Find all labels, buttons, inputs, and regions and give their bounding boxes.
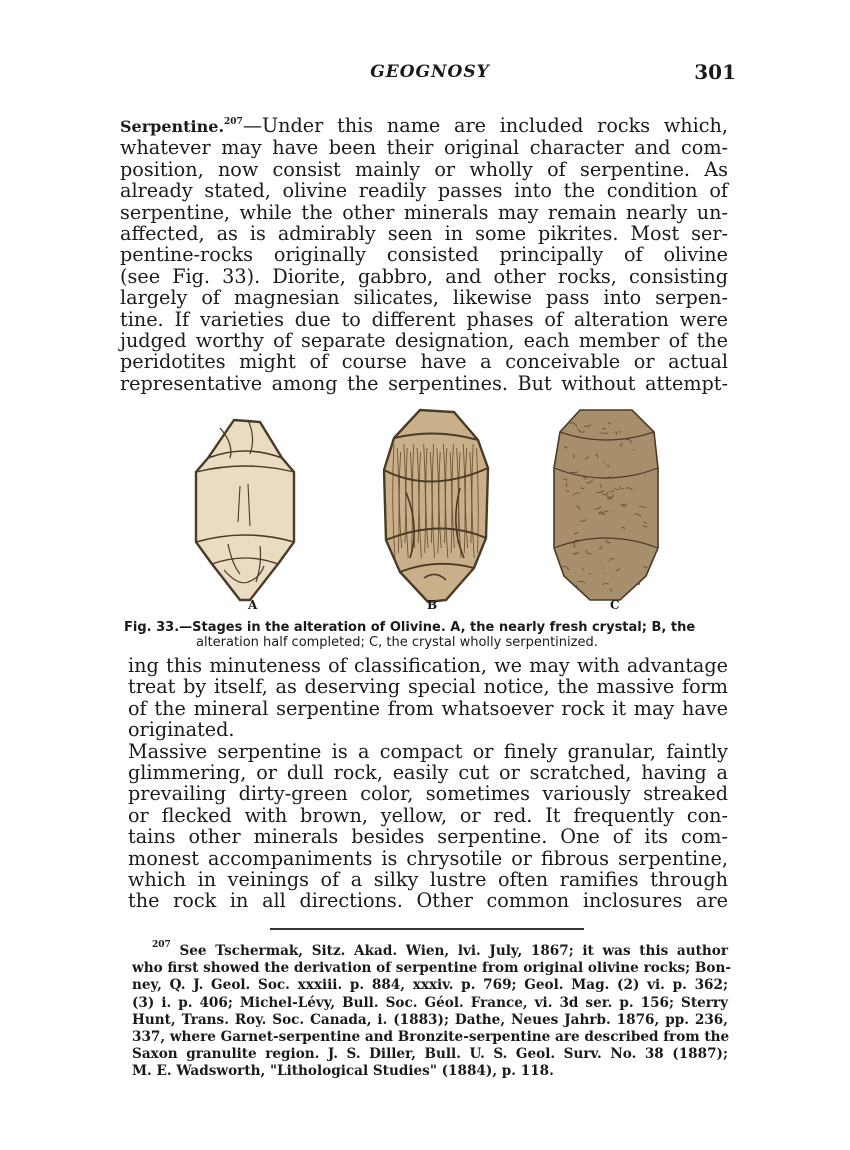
crystal-a-illustration bbox=[190, 414, 300, 604]
paragraph-line: or flecked with brown, yellow, or red. It frequently con- bbox=[128, 803, 728, 827]
footnote bbox=[132, 937, 731, 1081]
paragraph-line: originated. bbox=[128, 718, 235, 742]
paragraph-line: Massive serpentine is a compact or finely granular, faintly bbox=[128, 739, 728, 763]
paragraph-serpentine bbox=[120, 112, 728, 394]
footnote-line: ney, Q. J. Geol. Soc. xxxiii. p. 884, xxxiv. p. 769; Geol. Mag. (2) vi. p. 362; bbox=[132, 977, 728, 994]
footnote-reference: 207 bbox=[224, 117, 243, 127]
footnote-line: $^{207}$ See Tschermak, Sitz. Akad. Wien, lvi. July, 1867; it was this author bbox=[152, 940, 728, 959]
running-title: GEOGNOSY bbox=[370, 62, 490, 82]
paragraph-line: serpentine, while the other minerals may remain nearly un- bbox=[120, 200, 728, 224]
footnote-divider bbox=[270, 928, 584, 930]
paragraph-line: prevailing dirty-green color, sometimes variously streaked bbox=[128, 782, 728, 806]
figure-label-b: B bbox=[427, 598, 438, 612]
footnote-number: 207 bbox=[152, 940, 171, 950]
figure-caption bbox=[124, 620, 736, 650]
paragraph-line: pentine-rocks originally consisted principally of olivine bbox=[120, 243, 728, 267]
paragraph-line: tains other minerals besides serpentine. One of its com- bbox=[128, 825, 728, 849]
footnote-line: M. E. Wadsworth, "Lithological Studies" (1884), p. 118. bbox=[132, 1063, 554, 1080]
paragraph-line: whatever may have been their original character and com- bbox=[120, 136, 728, 160]
paragraph-line: position, now consist mainly or wholly of serpentine. As bbox=[120, 157, 728, 181]
paragraph-line: largely of magnesian silicates, likewise pass into serpen- bbox=[120, 286, 728, 310]
paragraph-line: already stated, olivine readily passes into the condition of bbox=[120, 179, 728, 203]
paragraph-line: monest accompaniments is chrysotile or fibrous serpentine, bbox=[128, 846, 728, 870]
paragraph-line: which in veinings of a silky lustre often ramifies through bbox=[128, 868, 728, 892]
figure-label-a: A bbox=[248, 598, 258, 612]
paragraph-line: the rock in all directions. Other common inclosures are bbox=[128, 889, 728, 913]
running-head bbox=[120, 62, 740, 88]
paragraph-line: peridotites might of course have a conceivable or actual bbox=[120, 350, 728, 374]
footnote-line: Saxon granulite region. J. S. Diller, Bull. U. S. Geol. Surv. No. 38 (1887); bbox=[132, 1046, 728, 1063]
caption-line: alteration half completed; C, the crystal wholly serpentinized. bbox=[196, 635, 598, 650]
paragraph-line: tine. If varieties due to different phases of alteration were bbox=[120, 307, 728, 331]
figure-label-c: C bbox=[610, 598, 620, 612]
paragraph-line: ing this minuteness of classification, we may with advantage bbox=[128, 654, 728, 677]
paragraph-line: representative among the serpentines. But without attempt- bbox=[120, 371, 728, 395]
paragraph-massive-serpentine bbox=[128, 655, 728, 912]
olivine-figure bbox=[180, 408, 680, 628]
run-in-heading: Serpentine. bbox=[120, 117, 225, 136]
paragraph-line: affected, as is admirably seen in some pikrites. Most ser- bbox=[120, 222, 728, 246]
footnote-line: Hunt, Trans. Roy. Soc. Canada, i. (1883); Dathe, Neues Jahrb. 1876, pp. 236, bbox=[132, 1011, 728, 1028]
page-number: 301 bbox=[694, 60, 736, 84]
paragraph-line: (see Fig. 33). Diorite, gabbro, and other rocks, consisting bbox=[120, 264, 728, 288]
footnote-line: (3) i. p. 406; Michel-Lévy, Bull. Soc. Géol. France, vi. 3d ser. p. 156; Sterry bbox=[132, 994, 728, 1011]
paragraph-line: judged worthy of separate designation, each member of the bbox=[120, 329, 728, 353]
crystal-c-illustration bbox=[550, 408, 662, 604]
paragraph-line: Serpentine.$^{207}$—Under this name are included rocks which, bbox=[120, 114, 728, 137]
caption-line: Fig. 33.—Stages in the alteration of Olivine. A, the nearly fresh crystal; B, the bbox=[124, 620, 696, 635]
footnote-line: 337, where Garnet-serpentine and Bronzite-serpentine are described from the bbox=[132, 1029, 730, 1046]
paragraph-line: of the mineral serpentine from whatsoever rock it may have bbox=[128, 696, 728, 720]
crystal-b-illustration bbox=[380, 408, 492, 604]
footnote-line: who first showed the derivation of serpentine from original olivine rocks; Bon- bbox=[132, 960, 731, 977]
paragraph-line: glimmering, or dull rock, easily cut or scratched, having a bbox=[128, 761, 728, 785]
paragraph-line: treat by itself, as deserving special notice, the massive form bbox=[128, 675, 728, 699]
